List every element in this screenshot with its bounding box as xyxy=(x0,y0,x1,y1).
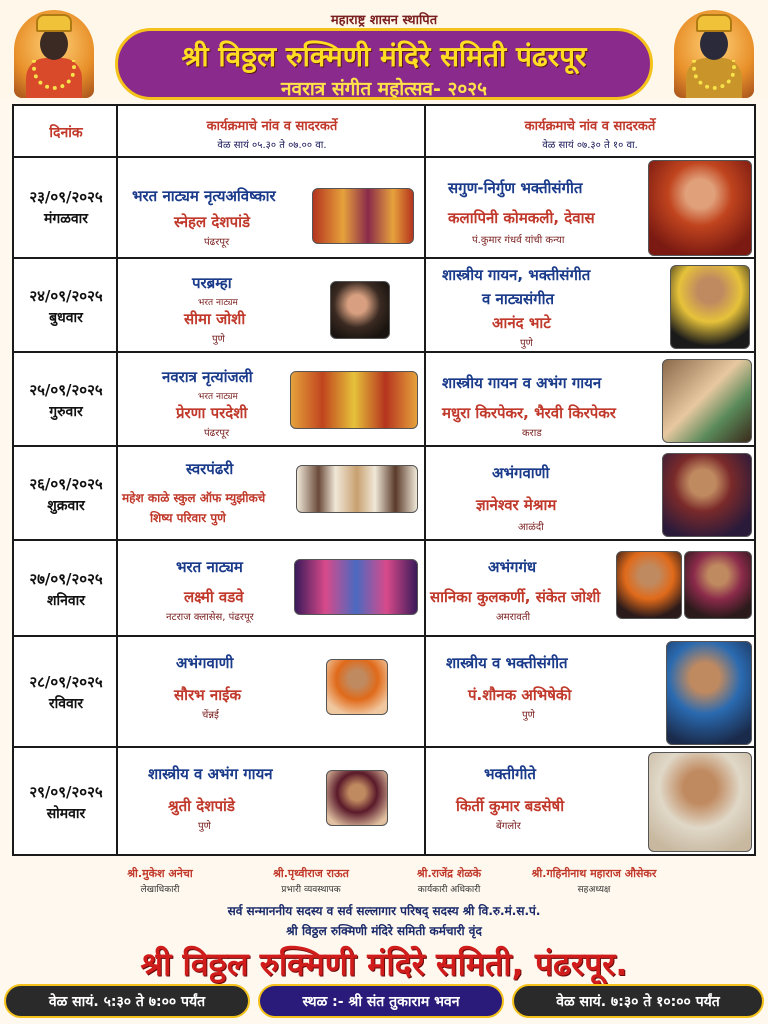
col2-header: कार्यक्रमाचे नांव व सादरकर्ते वेळ सायं ०७.३० ते १० वा. xyxy=(524,119,656,151)
event-late: अभंगवाणी ज्ञानेश्वर मेश्राम आळंदी xyxy=(426,449,754,539)
page-title: श्री विठ्ठल रुक्मिणी मंदिरे समिती पंढरपूर xyxy=(181,40,587,73)
date-cell: २५/०९/२०२५ गुरुवार xyxy=(29,380,103,420)
singer-photo xyxy=(666,641,752,745)
late-time-badge: वेळ सायं. ७:३० ते १०:०० पर्यंत xyxy=(512,984,764,1018)
date-cell: २६/०९/२०२५ शुक्रवार xyxy=(29,474,103,514)
date-cell: २९/०९/२०२५ सोमवार xyxy=(29,782,103,822)
table-row xyxy=(14,449,754,541)
date-header: दिनांक xyxy=(49,124,83,141)
schedule-table xyxy=(12,104,756,856)
singer-photo xyxy=(648,752,752,852)
event-late: अभंगगंध सानिका कुलकर्णी, संकेत जोशी अमरावती xyxy=(426,543,754,635)
official: श्री.राजेंद्र शेळके कार्यकारी अधिकारी xyxy=(416,867,482,895)
event-early: परब्रम्हा भरत नाट्यम सीमा जोशी पुणे xyxy=(118,261,424,351)
singer-photo xyxy=(616,551,682,619)
thanks-line-2: श्री विठ्ठल रुक्मिणी मंदिरे समिती कर्मचारी वृंद xyxy=(286,924,482,938)
date-cell: २४/०९/२०२५ बुधवार xyxy=(29,286,103,326)
singer-photo xyxy=(670,265,750,349)
dancer-photo xyxy=(330,281,390,339)
event-early: स्वरपंढरी महेश काळे स्कुल ऑफ म्युझीकचे शिष्य परिवार पुणे xyxy=(118,449,424,539)
table-row xyxy=(14,261,754,353)
organization-name: श्री विठ्ठल रुक्मिणी मंदिरे समिती, पंढरपूर. xyxy=(140,945,628,983)
event-early: भरत नाट्यम नृत्यअविष्कार स्नेहल देशपांडे पंढरपूर xyxy=(118,158,424,257)
table-header xyxy=(14,106,754,158)
thanks-line-1: सर्व सन्माननीय सदस्य व सर्व सल्लागार परिषद् सदस्य श्री वि.रु.मं.स.पं. xyxy=(227,904,541,918)
dance-group-photo xyxy=(290,371,418,429)
singer-photo xyxy=(326,659,388,715)
dance-group-photo xyxy=(294,559,418,615)
event-late: भक्तीगीते किर्ती कुमार बडसेषी बेंगलोर xyxy=(426,750,754,854)
event-early: शास्त्रीय व अभंग गायन श्रुती देशपांडे पुणे xyxy=(118,750,424,854)
official: श्री.गहिनीनाथ महाराज औसेकर सहअध्यक्ष xyxy=(531,867,657,895)
singer-photo xyxy=(662,453,752,537)
official: श्री.पृथ्वीराज राऊत प्रभारी व्यवस्थापक xyxy=(273,867,349,895)
singer-photo-2 xyxy=(684,551,752,619)
table-row xyxy=(14,639,754,748)
table-row xyxy=(14,750,754,854)
students-photo xyxy=(296,465,418,513)
event-late: सगुण-निर्गुण भक्तीसंगीत कलापिनी कोमकली, देवास पं.कुमार गंधर्व यांची कन्या xyxy=(426,158,754,257)
date-cell: २८/०९/२०२५ रविवार xyxy=(29,673,103,712)
table-row xyxy=(14,355,754,447)
singer-photo xyxy=(648,160,752,256)
event-late: शास्त्रीय गायन व अभंग गायन मधुरा किरपेकर, भैरवी किरपेकर कराड xyxy=(426,355,754,445)
event-early: अभंगवाणी सौरभ नाईक चेंन्नई xyxy=(118,639,424,746)
event-late: शास्त्रीय गायन, भक्तीसंगीत व नाट्यसंगीत आनंद भाटे पुणे xyxy=(426,261,754,351)
officials-row xyxy=(0,866,768,898)
header xyxy=(0,0,768,100)
title-banner xyxy=(115,28,653,100)
table-row xyxy=(14,543,754,637)
singers-photo xyxy=(662,359,752,443)
early-time-badge: वेळ सायं. ५:३० ते ७:०० पर्यंत xyxy=(4,984,250,1018)
festival-subtitle: नवरात्र संगीत महोत्सव- २०२५ xyxy=(280,78,488,100)
dance-group-photo xyxy=(312,188,414,244)
event-early: नवरात्र नृत्यांजली भरत नाट्यम प्रेरणा परदेशी पंढरपूर xyxy=(118,355,424,445)
event-early: भरत नाट्यम लक्ष्मी वडवे नटराज क्लासेस, पंढरपूर xyxy=(118,543,424,635)
date-cell: २७/०९/२०२५ शनिवार xyxy=(29,569,103,609)
date-cell: २३/०९/२०२५ मंगळवार xyxy=(29,188,103,227)
official: श्री.मुकेश अनेचा लेखाधिकारी xyxy=(127,867,193,895)
table-row xyxy=(14,158,754,259)
col1-header: कार्यक्रमाचे नांव व सादरकर्ते वेळ सायं ०५.३० ते ०७.०० वा. xyxy=(206,119,338,151)
event-late: शास्त्रीय व भक्तीसंगीत पं.शौनक अभिषेकी पुणे xyxy=(426,639,754,746)
govt-line: महाराष्ट्र शासन स्थापित xyxy=(330,13,438,28)
venue-badge: स्थळ :- श्री संत तुकाराम भवन xyxy=(258,984,504,1018)
singer-photo xyxy=(326,770,388,826)
